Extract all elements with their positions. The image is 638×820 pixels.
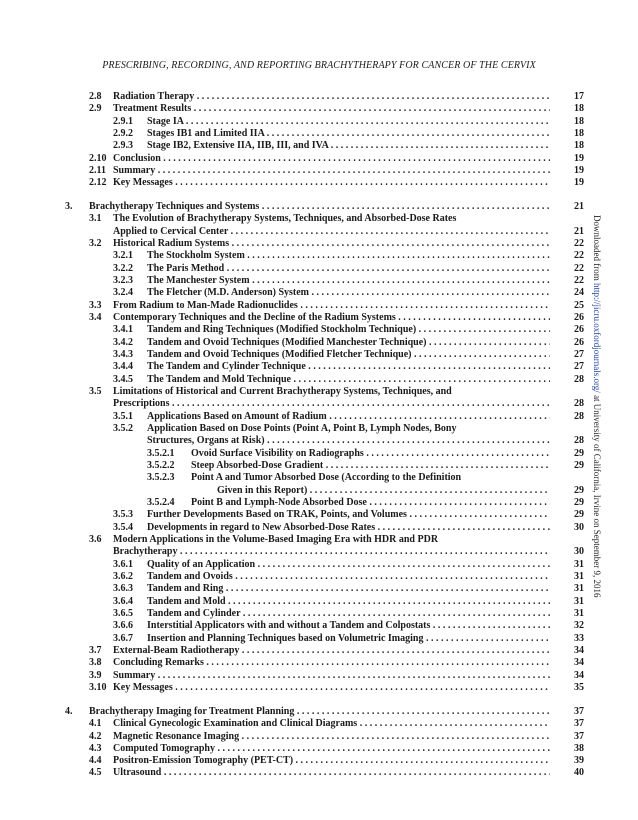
toc-entry[interactable] [0,533,638,546]
toc-entry-number: 4.3 [89,742,102,754]
toc-entry-page: 26 [574,324,584,336]
toc-entry-page: 26 [574,336,584,348]
toc-entry-number: 3.6.2 [113,571,133,583]
toc-entry-number: 3.5.2.4 [147,497,175,509]
toc-entry[interactable] [0,200,638,213]
toc-entry[interactable] [0,632,638,645]
toc-entry-number: 4.4 [89,755,102,767]
toc-entry-title: Application Based on Dose Points (Point A, Point B, Lymph Nodes, Bony [147,423,457,435]
toc-entry-title: Treatment Results . . . [113,102,550,115]
toc-entry-title: From Radium to Man-Made Radionuclides . . . [113,299,550,312]
toc-entry[interactable] [0,422,638,435]
toc-entry-number: 3.5.2.1 [147,447,175,459]
toc-entry-title: Tandem and Ovoid Techniques (Modified Fletcher Technique) . . . [147,348,550,361]
toc-entry-number: 3.7 [89,645,102,657]
toc-entry-title: Historical Radium Systems . . . [113,237,550,250]
toc-entry-title: Brachytherapy Imaging for Treatment Planning . . . [89,705,550,718]
toc-entry-number: 3.6 [89,534,102,546]
toc-entry[interactable] [0,336,638,349]
toc-entry-title: Limitations of Historical and Current Brachytherapy Systems, Techniques, and [113,386,452,398]
toc-entry-title: Point A and Tumor Absorbed Dose (According to the Definition [191,472,462,484]
toc-entry-title: Applications Based on Amount of Radium . . . [147,410,550,423]
toc-entry-page: 19 [574,177,584,189]
toc-entry[interactable] [0,754,638,767]
toc-entry-title: The Stockholm System . . . [147,249,550,262]
toc-entry-number: 3.5.4 [113,521,133,533]
toc-entry-title: Tandem and Ring Techniques (Modified Stockholm Technique) . . . [147,323,550,336]
toc-entry-title: Interstitial Applicators with and without a Tandem and Colpostats . . . [147,619,550,632]
toc-entry-page: 31 [574,608,584,620]
toc-entry-title: Ultrasound . . . [113,766,550,779]
toc-entry[interactable] [0,225,638,238]
toc-entry-page: 28 [574,435,584,447]
toc-entry-title: Further Developments Based on TRAK, Points, and Volumes . . . [147,508,550,521]
toc-entry[interactable] [0,484,638,497]
toc-entry-page: 30 [574,521,584,533]
toc-entry-number: 3.5.1 [113,410,133,422]
toc-entry[interactable] [0,717,638,730]
toc-entry-title: Key Messages . . . [113,176,550,189]
toc-entry-page: 28 [574,398,584,410]
toc-entry-page: 34 [574,669,584,681]
toc-entry[interactable] [0,459,638,472]
toc-entry[interactable] [0,115,638,128]
toc-entry-page: 22 [574,262,584,274]
toc-entry-page: 22 [574,238,584,250]
toc-entry[interactable] [0,360,638,373]
toc-entry-title: Summary . . . [113,164,550,177]
toc-entry-number: 3.6.1 [113,558,133,570]
toc-entry[interactable] [0,545,638,558]
toc-entry-title: Tandem and Mold . . . [147,595,550,608]
toc-entry-number: 3.9 [89,669,102,681]
toc-entry-number: 3.4.2 [113,336,133,348]
toc-entry[interactable] [0,656,638,669]
toc-entry-number: 3.3 [89,299,102,311]
toc-entry-page: 28 [574,373,584,385]
toc-entry-title: Tandem and Ovoids . . . [147,570,550,583]
toc-entry-title: Brachytherapy Techniques and Systems . . . [89,200,550,213]
toc-entry[interactable] [0,311,638,324]
toc-entry[interactable] [0,558,638,571]
toc-entry-number: 2.11 [89,164,106,176]
toc-entry-number: 3.4.1 [113,324,133,336]
toc-entry-page: 27 [574,361,584,373]
toc-entry-number: 3.4.3 [113,349,133,361]
toc-entry-number: 3.6.6 [113,620,133,632]
toc-entry-number: 4.1 [89,718,102,730]
toc-entry-title: The Manchester System . . . [147,274,550,287]
toc-entry[interactable] [0,90,638,103]
toc-entry-title: Prescriptions . . . [113,397,550,410]
toc-entry-number: 3.6.3 [113,583,133,595]
toc-entry-number: 2.8 [89,91,102,102]
toc-entry-page: 31 [574,558,584,570]
toc-entry-page: 19 [574,152,584,164]
toc-entry-title: Steep Absorbed-Dose Gradient . . . [191,459,550,472]
toc-entry-page: 30 [574,546,584,558]
toc-entry[interactable] [0,397,638,410]
toc-entry-title: Key Messages . . . [113,681,550,694]
toc-entry[interactable] [0,730,638,743]
toc-entry-page: 34 [574,645,584,657]
toc-entry-number: 3.2.1 [113,250,133,262]
toc-entry-page: 21 [574,201,584,213]
toc-entry-number: 4. [65,705,73,717]
toc-entry-number: 3.2 [89,238,102,250]
toc-entry-title: Tandem and Ring . . . [147,582,550,595]
toc-entry-title: Positron-Emission Tomography (PET-CT) . . . [113,754,550,767]
toc-entry-title: Clinical Gynecologic Examination and Clinical Diagrams . . . [113,717,550,730]
toc-entry[interactable] [0,669,638,682]
toc-entry-number: 3.6.7 [113,632,133,644]
toc-entry[interactable] [0,274,638,287]
toc-entry-page: 19 [574,164,584,176]
toc-entry-title: Stage IA . . . [147,115,550,128]
toc-entry-title: Insertion and Planning Techniques based on Volumetric Imaging . . . [147,632,550,645]
toc-entry-page: 21 [574,225,584,237]
toc-entry-page: 31 [574,571,584,583]
toc-entry[interactable] [0,496,638,509]
toc-entry[interactable] [0,152,638,165]
toc-entry-number: 2.9.1 [113,115,133,127]
toc-entry[interactable] [0,434,638,447]
toc-entry-title: External-Beam Radiotherapy . . . [113,644,550,657]
toc-entry-title: The Evolution of Brachytherapy Systems, Techniques, and Absorbed-Dose Rates [113,213,457,225]
toc-entry-page: 40 [574,767,584,779]
toc-entry-number: 2.10 [89,152,107,164]
toc-entry-title: Computed Tomography . . . [113,742,550,755]
toc-entry-page: 27 [574,349,584,361]
download-note-text [592,215,602,598]
toc-entry-title: The Tandem and Mold Technique . . . [147,373,550,386]
toc-entry-number: 3.1 [89,213,102,225]
toc-entry-title: Applied to Cervical Center . . . [113,225,550,238]
toc-entry-page: 18 [574,115,584,127]
toc-entry[interactable] [0,237,638,250]
toc-entry[interactable] [0,410,638,423]
toc-entry[interactable] [0,164,638,177]
toc-entry-number: 3.6.4 [113,595,133,607]
toc-entry[interactable] [0,521,638,534]
toc-entry-title: The Paris Method . . . [147,262,550,275]
toc-entry-page: 37 [574,718,584,730]
toc-entry[interactable] [0,212,638,225]
toc-entry-number: 3.8 [89,657,102,669]
toc-entry-title: Radiation Therapy . . . [113,90,550,103]
toc-entry[interactable] [0,644,638,657]
toc-entry-title: Contemporary Techniques and the Decline of the Radium Systems . . . [113,311,550,324]
toc-entry-title: The Tandem and Cylinder Technique . . . [147,360,550,373]
toc-entry-number: 3.5 [89,386,102,398]
toc-entry-page: 22 [574,250,584,262]
download-note [592,215,609,615]
toc-entry-number: 2.9.2 [113,127,133,139]
toc-entry-title: Magnetic Resonance Imaging . . . [113,730,550,743]
toc-entry[interactable] [0,705,638,718]
toc-entry-number: 3.2.4 [113,287,133,299]
toc-entry[interactable] [0,323,638,336]
toc-entry-page: 29 [574,460,584,472]
toc-entry[interactable] [0,286,638,299]
toc-entry-number: 4.5 [89,767,102,779]
toc-entry-page: 38 [574,742,584,754]
toc-entry-title: Quality of an Application . . . [147,558,550,571]
toc-entry-page: 34 [574,657,584,669]
toc-entry[interactable] [0,127,638,140]
toc-entry-title: The Fletcher (M.D. Anderson) System . . . [147,286,550,299]
toc-entry-number: 3.6.5 [113,608,133,620]
toc-entry-page: 39 [574,755,584,767]
toc-entry-title: Tandem and Cylinder . . . [147,607,550,620]
toc-entry-number: 3.2.3 [113,275,133,287]
toc-entry-page: 37 [574,730,584,742]
toc-entry[interactable] [0,766,638,779]
toc-entry-page: 26 [574,312,584,324]
toc-entry-page: 18 [574,140,584,152]
toc-entry-page: 18 [574,103,584,115]
toc-entry-title: Conclusion . . . [113,152,550,165]
toc-entry-title: Ovoid Surface Visibility on Radiographs . . . [191,447,550,460]
toc-entry-title: Concluding Remarks . . . [113,656,550,669]
toc-entry[interactable] [0,249,638,262]
toc-entry-page: 29 [574,497,584,509]
toc-entry-title: Developments in regard to New Absorbed-Dose Rates . . . [147,521,550,534]
toc-entry-page: 29 [574,509,584,521]
toc-entry-number: 4.2 [89,730,102,742]
running-header: PRESCRIBING, RECORDING, AND REPORTING BRACHYTHERAPY FOR CANCER OF THE CERVIX [102,60,536,71]
toc-entry-number: 3.4.4 [113,361,133,373]
toc-entry-page: 24 [574,287,584,299]
toc-entry-title: Tandem and Ovoid Techniques (Modified Manchester Technique) . . . [147,336,550,349]
toc-entry[interactable] [0,595,638,608]
toc-entry-page: 37 [574,705,584,717]
toc-entry-title: Summary . . . [113,669,550,682]
download-note-prefix: Downloaded from [592,215,602,283]
toc-entry[interactable] [0,582,638,595]
toc-entry-number: 3.4.5 [113,373,133,385]
toc-entry-page: 25 [574,299,584,311]
toc-entry-page: 17 [574,91,584,102]
toc-entry-number: 3.5.2.3 [147,472,175,484]
toc-entry-page: 28 [574,410,584,422]
toc-entry[interactable] [0,619,638,632]
toc-entry[interactable] [0,299,638,312]
toc-entry[interactable] [0,508,638,521]
toc-entry[interactable] [0,139,638,152]
toc-entry[interactable] [0,570,638,583]
toc-entry-page: 31 [574,583,584,595]
toc-entry-title: Given in this Report) . . . [217,484,550,497]
toc-entry[interactable] [0,742,638,755]
toc-entry-number: 3.4 [89,312,102,324]
toc-entry[interactable] [0,681,638,694]
toc-entry-page: 22 [574,275,584,287]
toc-entry-page: 33 [574,632,584,644]
download-note-suffix: at University of California, Irvine on September 9, 2016 [592,392,602,598]
toc-entry-title: Stages IB1 and Limited IIA . . . [147,127,550,140]
toc-entry-title: Modern Applications in the Volume-Based Imaging Era with HDR and PDR [113,534,439,546]
toc-entry-number: 3.5.3 [113,509,133,521]
toc-entry-page: 35 [574,682,584,693]
toc-entry-number: 2.12 [89,177,107,189]
toc-entry-number: 3.2.2 [113,262,133,274]
toc-entry-page: 29 [574,447,584,459]
toc-entry-number: 3.5.2 [113,423,133,435]
toc-entry[interactable] [0,385,638,398]
toc-entry[interactable] [0,471,638,484]
toc-entry[interactable] [0,348,638,361]
toc-entry-title: Brachytherapy . . . [113,545,550,558]
toc-entry-page: 18 [574,127,584,139]
toc-entry-title: Point B and Lymph-Node Absorbed Dose . . . [191,496,550,509]
toc-entry-title: Structures, Organs at Risk) . . . [147,434,550,447]
journal-link[interactable]: http://jicru.oxfordjournals.org/ [592,282,602,393]
toc-entry[interactable] [0,176,638,189]
toc-entry[interactable] [0,447,638,460]
toc-entry-number: 3.10 [89,682,107,693]
toc-entry-number: 3.5.2.2 [147,460,175,472]
toc-entry[interactable] [0,262,638,275]
toc-entry[interactable] [0,102,638,115]
toc-entry-number: 3. [65,201,73,213]
toc-entry-title: Stage IB2, Extensive IIA, IIB, III, and IVA . . . [147,139,550,152]
toc-entry-page: 31 [574,595,584,607]
toc-entry-page: 29 [574,484,584,496]
toc-entry[interactable] [0,607,638,620]
toc-entry[interactable] [0,373,638,386]
toc-entry-number: 2.9 [89,103,102,115]
toc-entry-page: 32 [574,620,584,632]
toc-entry-number: 2.9.3 [113,140,133,152]
